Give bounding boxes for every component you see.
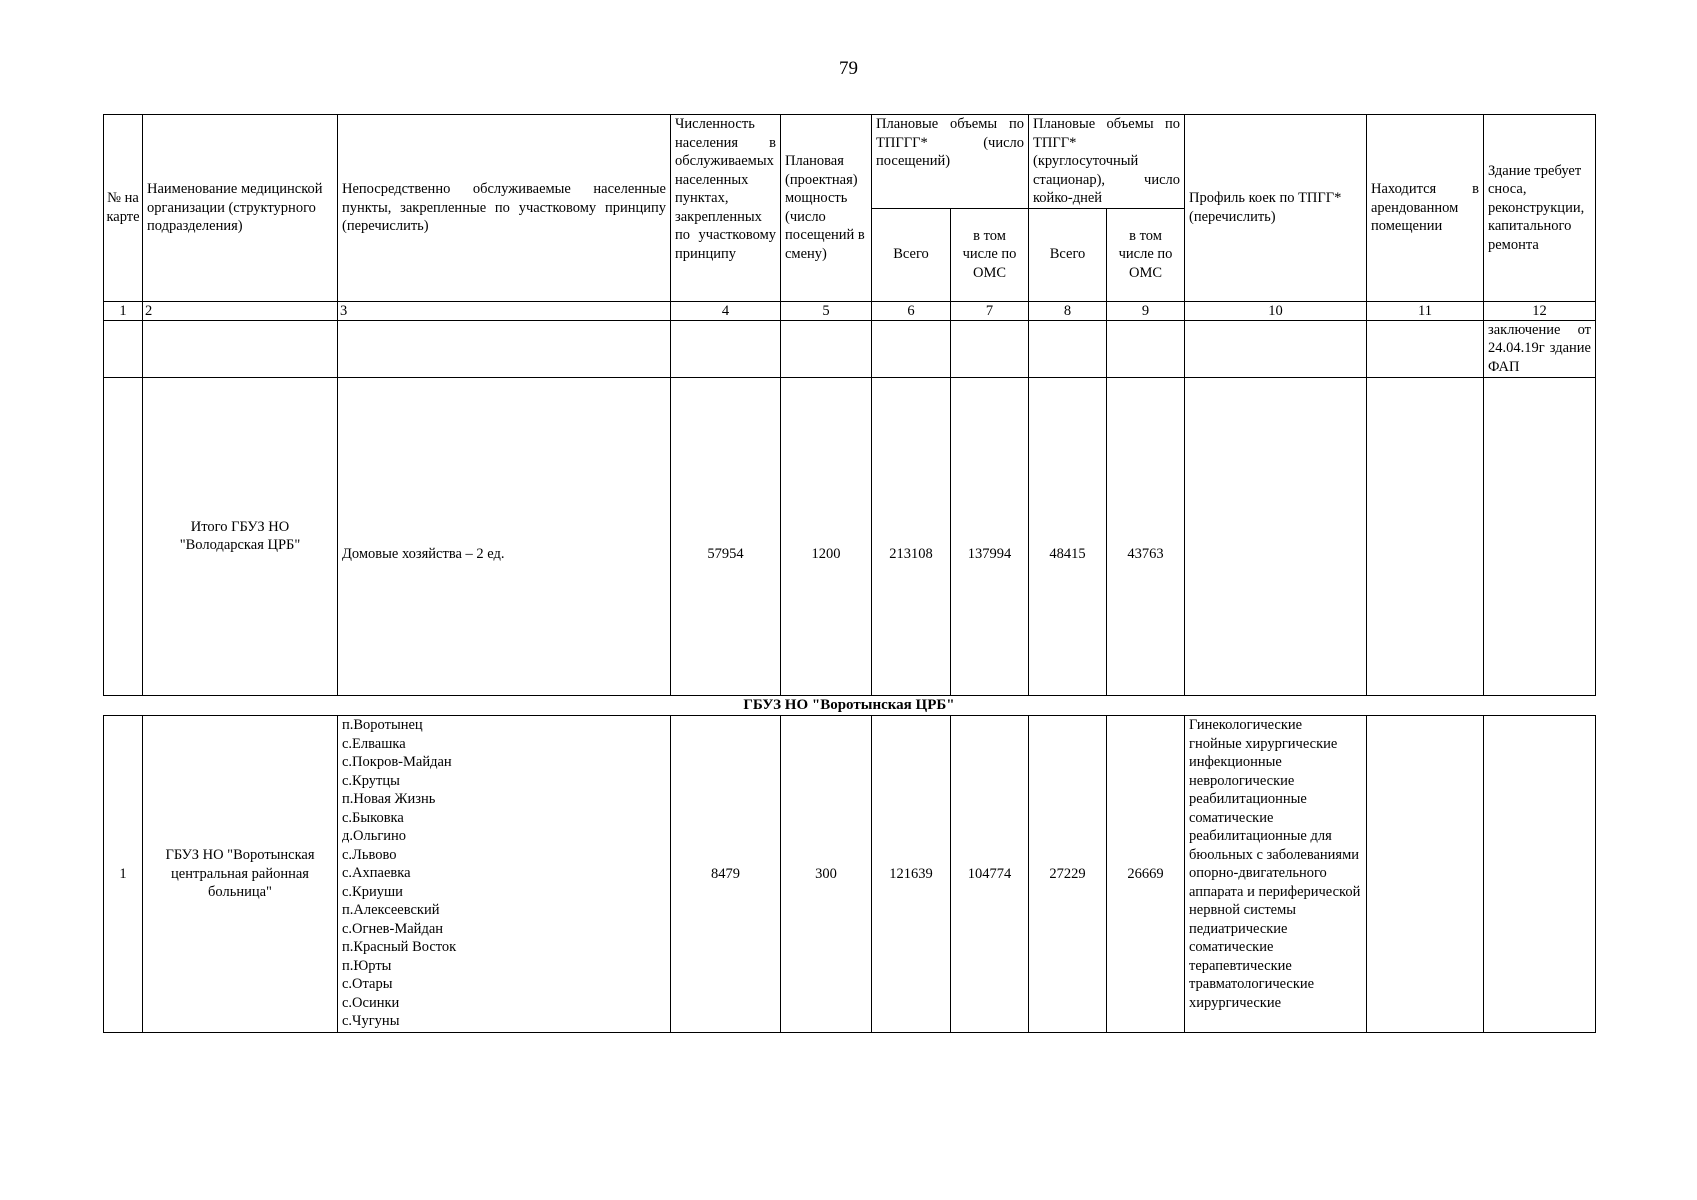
header-population: Численность населения в обслуживаемых населенных пунктах, закрепленных по участковому принципу	[671, 115, 781, 302]
column-number-row	[104, 301, 1596, 320]
column-number: 9	[1107, 301, 1185, 320]
settlements-list: п.Воротынец с.Елвашка с.Покров-Майдан с.Крутцы п.Новая Жизнь с.Быковка д.Ольгино с.Львово с.Ахпаевка с.Криуши п.Алексеевский с.Огнев-Майдан п.Красный Восток п.Юрты с.Отары с.Осинки с.Чугуны	[338, 716, 671, 1033]
total-bed-days-oms: 43763	[1107, 377, 1185, 695]
section-table	[103, 715, 1596, 1033]
header-planned-visits: Плановые объемы по ТПГГГ* (число посещений)	[872, 115, 1029, 209]
header-settlements: Непосредственно обслуживаемые населенные пункты, закрепленные по участковому принципу (перечислить)	[338, 115, 671, 302]
total-visits-oms: 137994	[951, 377, 1029, 695]
column-number: 12	[1484, 301, 1596, 320]
column-number: 4	[671, 301, 781, 320]
population: 8479	[671, 716, 781, 1033]
header-bed-days-total: Всего	[1029, 208, 1107, 301]
total-settlements: Домовые хозяйства – 2 ед.	[338, 377, 671, 695]
building-condition-note: заключение от 24.04.19г здание ФАП	[1484, 320, 1596, 377]
header-building-condition: Здание требует сноса, реконструкции, капитального ремонта	[1484, 115, 1596, 302]
total-bed-days: 48415	[1029, 377, 1107, 695]
header-visits-total: Всего	[872, 208, 951, 301]
visits-total: 121639	[872, 716, 951, 1033]
total-capacity: 1200	[781, 377, 872, 695]
capacity: 300	[781, 716, 872, 1033]
column-number: 5	[781, 301, 872, 320]
bed-days-total: 27229	[1029, 716, 1107, 1033]
continuation-row	[104, 320, 1596, 377]
header-capacity: Плановая (проектная) мощность (число посещений в смену)	[781, 115, 872, 302]
facilities-table	[103, 114, 1596, 696]
header-bed-profile: Профиль коек по ТПГГ* (перечислить)	[1185, 115, 1367, 302]
page-number: 79	[839, 58, 858, 79]
bed-profiles-list: Гинекологические гнойные хирургические инфекционные неврологические реабилитационные соматические реабилитационные для бюольных с заболеваниями опорно-двигательного аппарата и периферической нервной системы педиатрические соматические терапевтические травматологические хирургические	[1185, 716, 1367, 1033]
column-number: 8	[1029, 301, 1107, 320]
header-planned-bed-days: Плановые объемы по ТПГГ* (круглосуточный стационар), число койко-дней	[1029, 115, 1185, 209]
organization-name: ГБУЗ НО "Воротынская центральная районная больница"	[143, 716, 338, 1033]
total-population: 57954	[671, 377, 781, 695]
visits-oms: 104774	[951, 716, 1029, 1033]
header-visits-oms: в том числе по ОМС	[951, 208, 1029, 301]
total-organization-name: Итого ГБУЗ НО "Володарская ЦРБ"	[143, 377, 338, 695]
section-title: ГБУЗ НО "Воротынская ЦРБ"	[743, 697, 955, 713]
header-map-number: № на карте	[104, 115, 143, 302]
row-number: 1	[104, 716, 143, 1033]
header-organization-name: Наименование медицинской организации (структурного подразделения)	[143, 115, 338, 302]
table-row	[104, 716, 1596, 1033]
column-number: 3	[338, 301, 671, 320]
column-number: 10	[1185, 301, 1367, 320]
total-row	[104, 377, 1596, 695]
total-visits: 213108	[872, 377, 951, 695]
bed-days-oms: 26669	[1107, 716, 1185, 1033]
header-rented-premises: Находится в арендованном помещении	[1367, 115, 1484, 302]
column-number: 11	[1367, 301, 1484, 320]
column-number: 1	[104, 301, 143, 320]
column-number: 6	[872, 301, 951, 320]
column-number: 2	[143, 301, 338, 320]
column-number: 7	[951, 301, 1029, 320]
header-bed-days-oms: в том числе по ОМС	[1107, 208, 1185, 301]
